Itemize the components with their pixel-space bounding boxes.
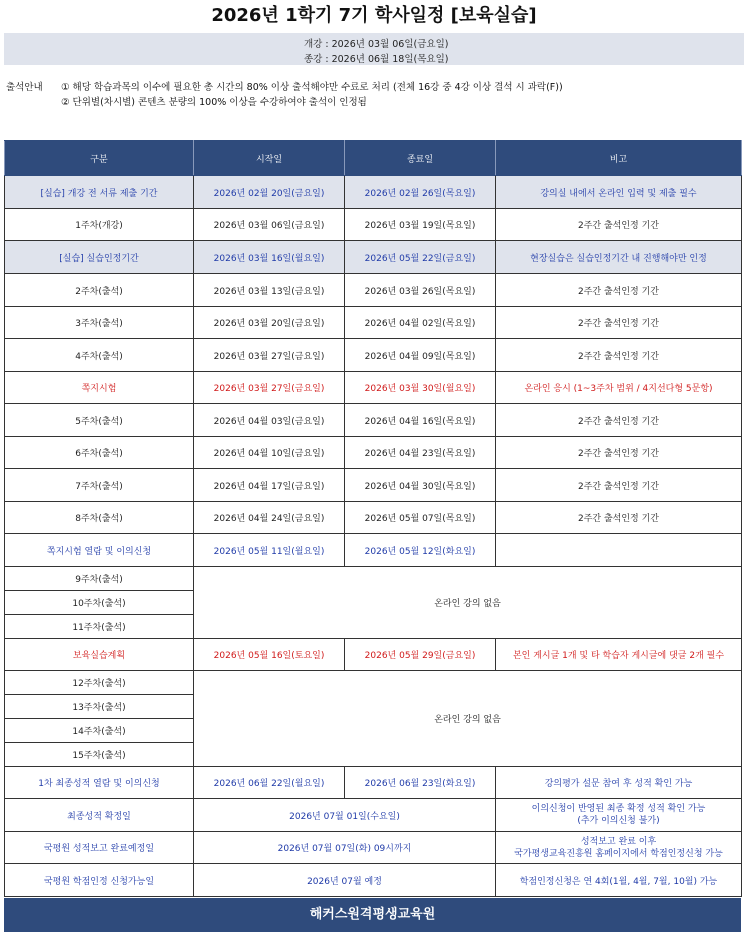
cell-category: 국평원 성적보고 완료예정일 bbox=[5, 832, 194, 864]
cell-note: 강의실 내에서 온라인 입력 및 제출 필수 bbox=[496, 176, 742, 209]
header-note: 비고 bbox=[496, 141, 742, 176]
cell-note: 강의평가 설문 참여 후 성적 확인 가능 bbox=[496, 767, 742, 799]
cell-note: 2주간 출석인정 기간 bbox=[496, 469, 742, 502]
cell-start: 2026년 04월 10일(금요일) bbox=[194, 437, 345, 469]
cell-note: 본인 게시글 1개 및 타 학습자 게시글에 댓글 2개 필수 bbox=[496, 639, 742, 671]
cell-category: [실습] 실습인정기간 bbox=[5, 241, 194, 274]
cell-end: 2026년 05월 22일(금요일) bbox=[345, 241, 496, 274]
cell-note bbox=[496, 799, 742, 832]
cell-start: 2026년 03월 06일(금요일) bbox=[194, 209, 345, 241]
cell-note: 2주간 출석인정 기간 bbox=[496, 404, 742, 437]
cell-end: 2026년 04월 23일(목요일) bbox=[345, 437, 496, 469]
cell-category: [실습] 개강 전 서류 제출 기간 bbox=[5, 176, 194, 209]
note-line: 이의신청이 반영된 최종 확정 성적 확인 가능 bbox=[531, 804, 706, 814]
table-row bbox=[5, 567, 742, 591]
cell-category: 9주차(출석) bbox=[5, 567, 194, 591]
cell-start: 2026년 03월 13일(금요일) bbox=[194, 274, 345, 307]
cell-category: 15주차(출석) bbox=[5, 743, 194, 767]
cell-note bbox=[496, 832, 742, 864]
cell-category: 최종성적 확정일 bbox=[5, 799, 194, 832]
cell-end: 2026년 03월 19일(목요일) bbox=[345, 209, 496, 241]
cell-note: 온라인 응시 (1~3주차 범위 / 4지선다형 5문항) bbox=[496, 372, 742, 404]
table-header-row bbox=[5, 141, 742, 176]
cell-start: 2026년 03월 27일(금요일) bbox=[194, 339, 345, 372]
cell-note: 2주간 출석인정 기간 bbox=[496, 437, 742, 469]
end-date: 종강 : 2026년 06월 18일(목요일) bbox=[304, 54, 449, 65]
cell-end: 2026년 02월 26일(목요일) bbox=[345, 176, 496, 209]
cell-end: 2026년 05월 07일(목요일) bbox=[345, 502, 496, 534]
header-category: 구분 bbox=[5, 141, 194, 176]
cell-category: 7주차(출석) bbox=[5, 469, 194, 502]
table-row bbox=[5, 832, 742, 864]
table-row bbox=[5, 639, 742, 671]
table-row bbox=[5, 799, 742, 832]
cell-category: 14주차(출석) bbox=[5, 719, 194, 743]
cell-start: 2026년 04월 24일(금요일) bbox=[194, 502, 345, 534]
cell-note: 2주간 출석인정 기간 bbox=[496, 274, 742, 307]
cell-note: 2주간 출석인정 기간 bbox=[496, 307, 742, 339]
cell-note bbox=[496, 534, 742, 567]
table-row bbox=[5, 209, 742, 241]
cell-end: 2026년 06월 23일(화요일) bbox=[345, 767, 496, 799]
schedule-table bbox=[4, 140, 742, 897]
cell-end: 2026년 04월 02일(목요일) bbox=[345, 307, 496, 339]
table-row bbox=[5, 274, 742, 307]
start-date: 개강 : 2026년 03월 06일(금요일) bbox=[304, 39, 449, 50]
table-row bbox=[5, 671, 742, 695]
cell-no-lecture: 온라인 강의 없음 bbox=[194, 671, 742, 767]
cell-start: 2026년 04월 17일(금요일) bbox=[194, 469, 345, 502]
cell-start: 2026년 03월 16일(월요일) bbox=[194, 241, 345, 274]
cell-start: 2026년 02월 20일(금요일) bbox=[194, 176, 345, 209]
cell-start: 2026년 03월 20일(금요일) bbox=[194, 307, 345, 339]
table-row bbox=[5, 534, 742, 567]
cell-note: 학점인정신청은 연 4회(1월, 4월, 7월, 10월) 가능 bbox=[496, 864, 742, 897]
cell-end: 2026년 04월 16일(목요일) bbox=[345, 404, 496, 437]
cell-category: 5주차(출석) bbox=[5, 404, 194, 437]
notice-line-1: ① 해당 학습과목의 이수에 필요한 총 시간의 80% 이상 출석해야만 수료로 처리 (전체 16강 중 4강 이상 결석 시 과락(F)) bbox=[61, 82, 563, 93]
cell-end: 2026년 05월 12일(화요일) bbox=[345, 534, 496, 567]
cell-category: 3주차(출석) bbox=[5, 307, 194, 339]
table-row bbox=[5, 307, 742, 339]
cell-category: 13주차(출석) bbox=[5, 695, 194, 719]
page-title: 2026년 1학기 7기 학사일정 [보육실습] bbox=[211, 5, 537, 26]
cell-no-lecture: 온라인 강의 없음 bbox=[194, 567, 742, 639]
table-row bbox=[5, 502, 742, 534]
table-row bbox=[5, 404, 742, 437]
cell-note: 2주간 출석인정 기간 bbox=[496, 339, 742, 372]
cell-category: 12주차(출석) bbox=[5, 671, 194, 695]
table-row bbox=[5, 372, 742, 404]
table-row bbox=[5, 767, 742, 799]
cell-category: 쪽지시험 bbox=[5, 372, 194, 404]
cell-end: 2026년 03월 30일(월요일) bbox=[345, 372, 496, 404]
cell-start: 2026년 04월 03일(금요일) bbox=[194, 404, 345, 437]
cell-end: 2026년 04월 30일(목요일) bbox=[345, 469, 496, 502]
notice-line-2: ② 단위별(차시별) 콘텐츠 분량의 100% 이상을 수강하여야 출석이 인정됨 bbox=[61, 97, 367, 108]
table-row bbox=[5, 241, 742, 274]
note-line: 국가평생교육진흥원 홈페이지에서 학점인정신청 가능 bbox=[514, 848, 723, 859]
table-row bbox=[5, 469, 742, 502]
cell-category: 1차 최종성적 열람 및 이의신청 bbox=[5, 767, 194, 799]
cell-category: 보육실습계획 bbox=[5, 639, 194, 671]
cell-category: 쪽지시험 열람 및 이의신청 bbox=[5, 534, 194, 567]
cell-start: 2026년 06월 22일(월요일) bbox=[194, 767, 345, 799]
cell-end: 2026년 04월 09일(목요일) bbox=[345, 339, 496, 372]
cell-category: 4주차(출석) bbox=[5, 339, 194, 372]
table-row bbox=[5, 339, 742, 372]
cell-note: 2주간 출석인정 기간 bbox=[496, 209, 742, 241]
cell-date: 2026년 07월 01일(수요일) bbox=[194, 799, 496, 832]
cell-start: 2026년 03월 27일(금요일) bbox=[194, 372, 345, 404]
cell-date: 2026년 07월 07일(화) 09시까지 bbox=[194, 832, 496, 864]
table-row bbox=[5, 176, 742, 209]
note-line: 성적보고 완료 이후 bbox=[580, 836, 657, 847]
cell-category: 10주차(출석) bbox=[5, 591, 194, 615]
cell-note: 현장실습은 실습인정기간 내 진행해야만 인정 bbox=[496, 241, 742, 274]
cell-note: 2주간 출석인정 기간 bbox=[496, 502, 742, 534]
cell-category: 11주차(출석) bbox=[5, 615, 194, 639]
header-start: 시작일 bbox=[194, 141, 345, 176]
cell-category: 국평원 학점인정 신청가능일 bbox=[5, 864, 194, 897]
cell-start: 2026년 05월 11일(월요일) bbox=[194, 534, 345, 567]
cell-category: 1주차(개강) bbox=[5, 209, 194, 241]
header-end: 종료일 bbox=[345, 141, 496, 176]
table-row bbox=[5, 437, 742, 469]
cell-end: 2026년 03월 26일(목요일) bbox=[345, 274, 496, 307]
cell-category: 6주차(출석) bbox=[5, 437, 194, 469]
cell-date: 2026년 07월 예정 bbox=[194, 864, 496, 897]
semester-dates bbox=[4, 33, 744, 65]
cell-category: 2주차(출석) bbox=[5, 274, 194, 307]
cell-category: 8주차(출석) bbox=[5, 502, 194, 534]
table-row bbox=[5, 864, 742, 897]
note-line: (추가 이의신청 불가) bbox=[577, 816, 660, 826]
footer-banner: 해커스원격평생교육원 bbox=[4, 898, 741, 932]
cell-end: 2026년 05월 29일(금요일) bbox=[345, 639, 496, 671]
cell-start: 2026년 05월 16일(토요일) bbox=[194, 639, 345, 671]
notice-label: 출석안내 bbox=[6, 82, 43, 93]
